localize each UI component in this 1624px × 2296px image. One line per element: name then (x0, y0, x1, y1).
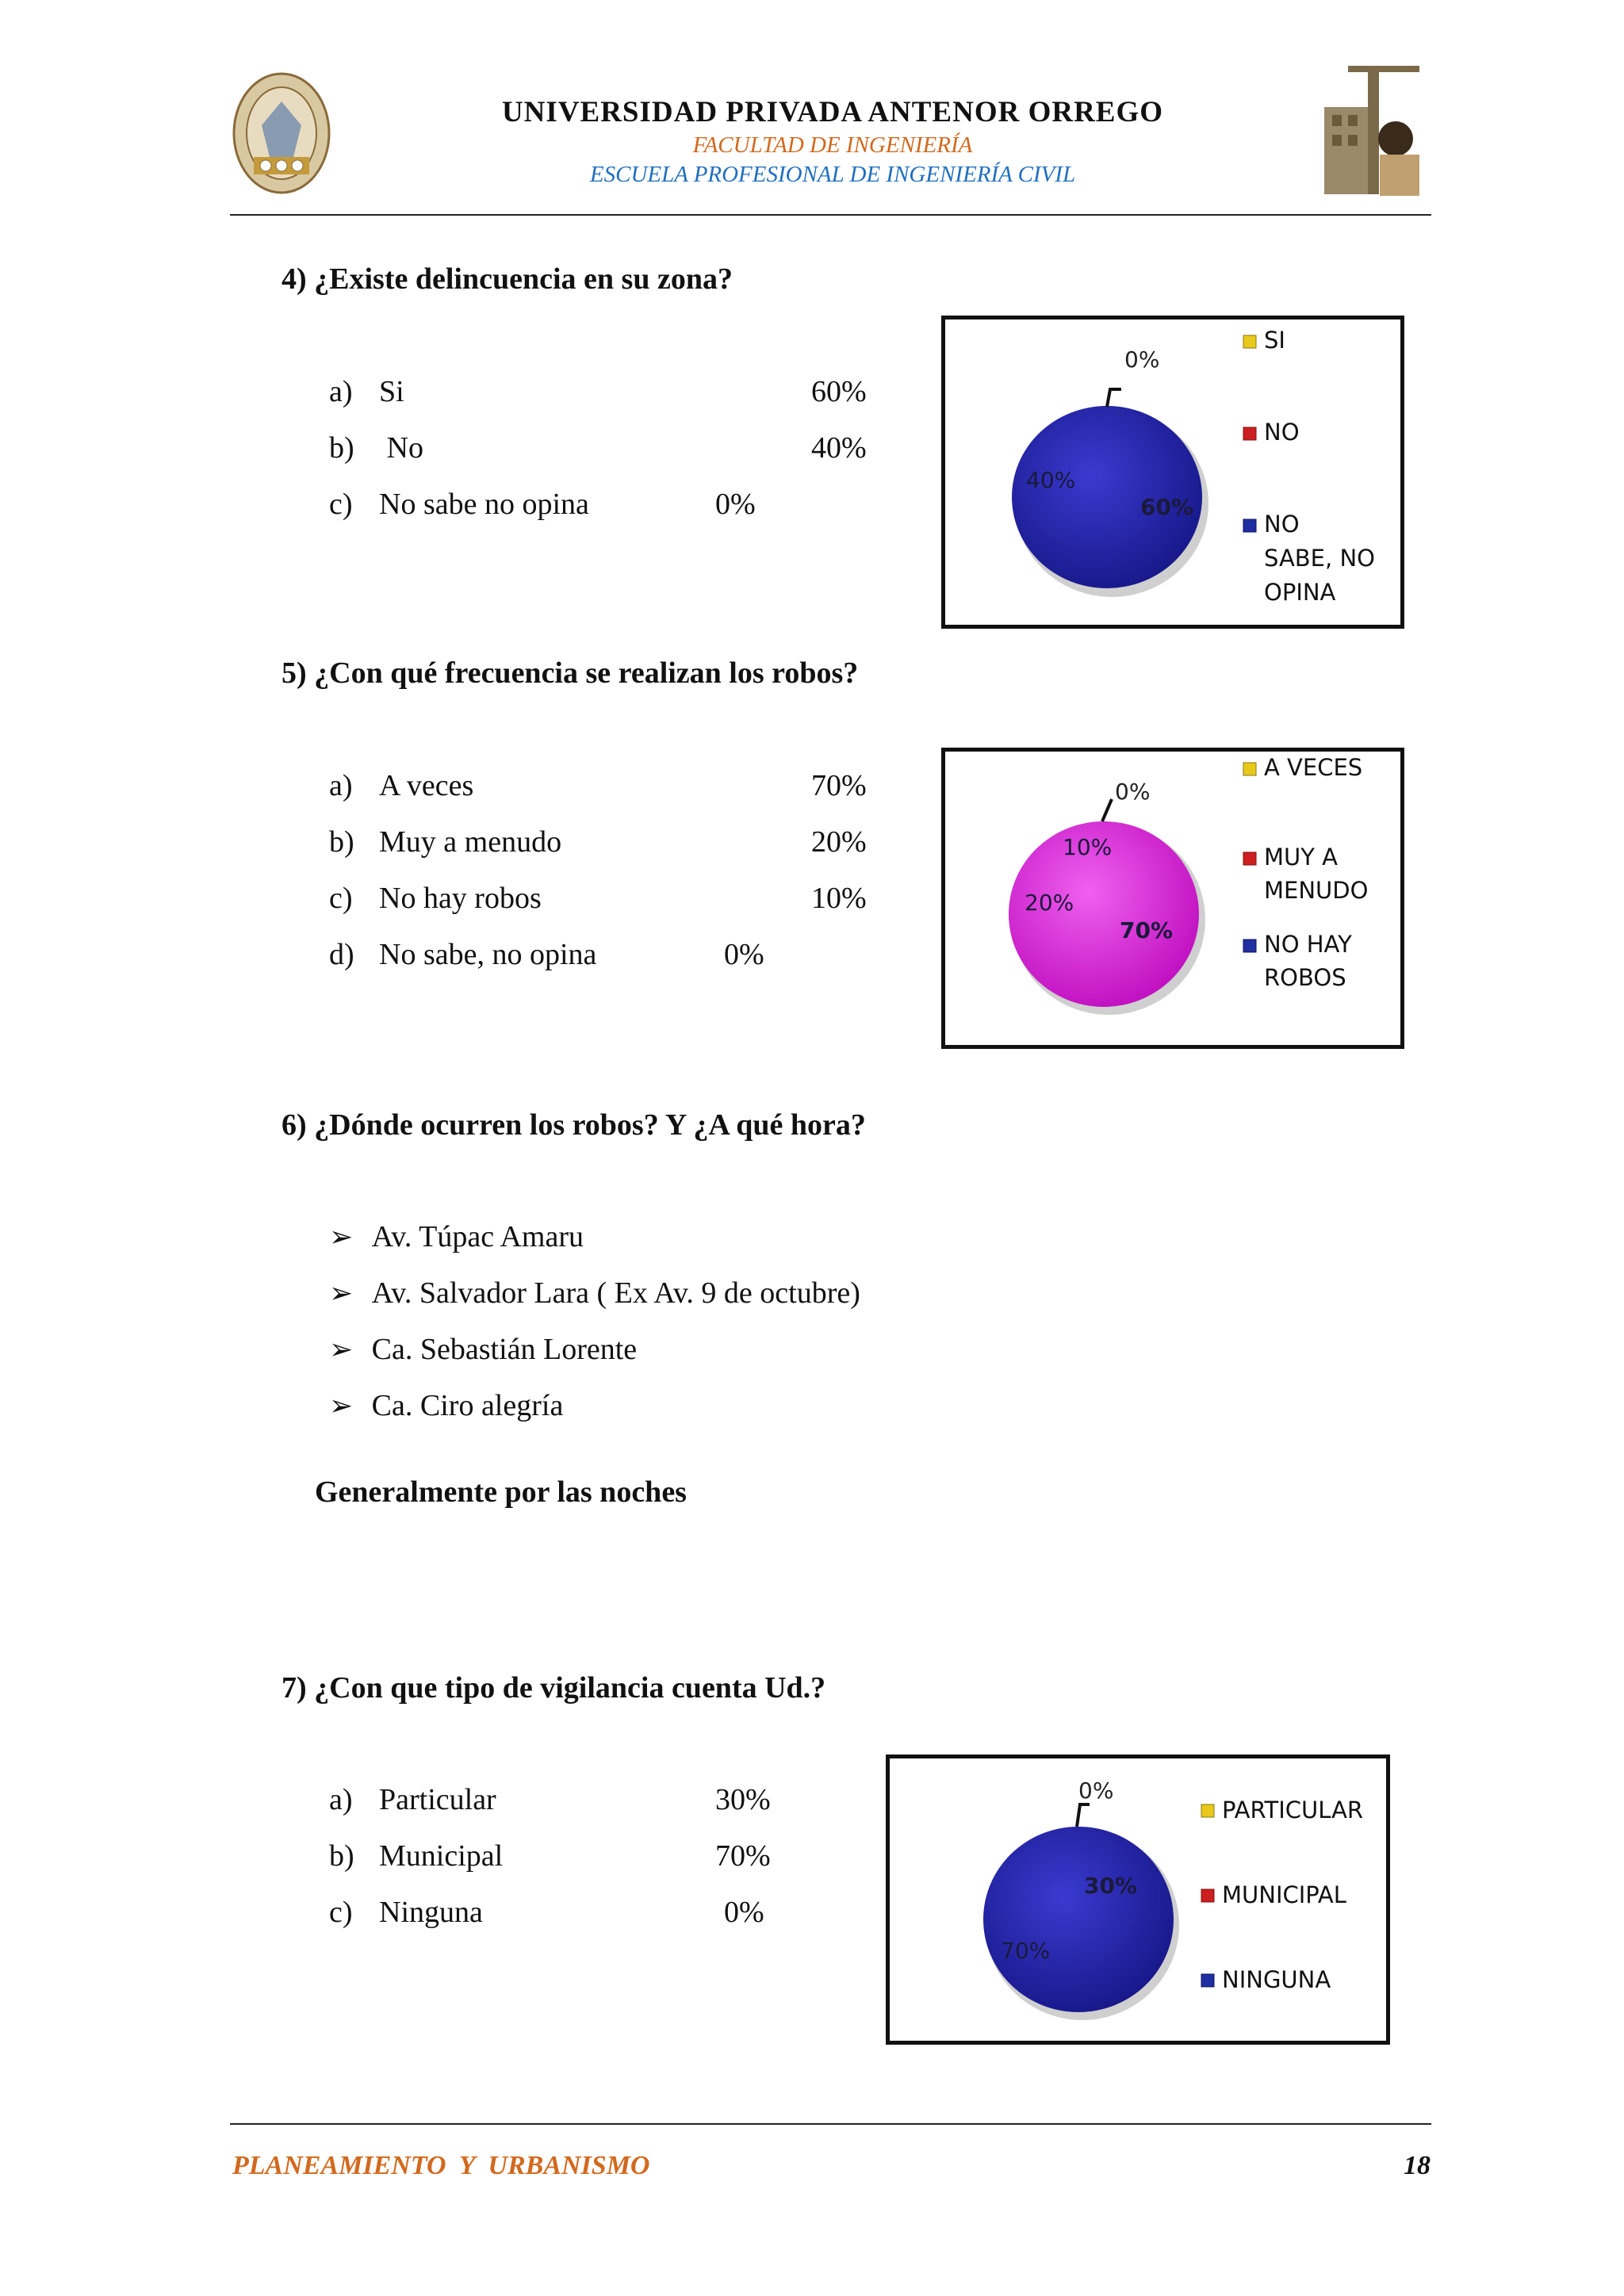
q5-option-a-value: 70% (811, 769, 867, 802)
university-name: UNIVERSIDAD PRIVADA ANTENOR ORREGO (501, 96, 1164, 128)
chart-q7-svg (890, 1758, 1394, 2049)
legend-q7-particular: PARTICULAR (1222, 1797, 1364, 1823)
q5-option-c-letter: c) (329, 882, 353, 915)
chart-q4-label-60pct: 60% (1140, 494, 1194, 520)
q6-place-4: ➢ Ca. Ciro alegría (329, 1389, 564, 1422)
q4-option-b-text: No (379, 431, 423, 465)
chart-q5 (941, 748, 1404, 1049)
chart-q7-label-70pct: 70% (1001, 1938, 1051, 1964)
q4-option-c-value: 0% (715, 488, 756, 521)
page-number: 18 (1404, 2151, 1431, 2180)
q6-place-1: ➢ Av. Túpac Amaru (329, 1220, 584, 1253)
arrow-bullet-icon: ➢ (329, 1221, 354, 1253)
chart-q4-svg (945, 320, 1408, 633)
legend-q5-swatch-nohayrobos (1243, 939, 1256, 952)
q6-note: Generalmente por las noches (315, 1475, 687, 1509)
q4-option-c-text: No sabe no opina (379, 488, 589, 521)
chart-q7-label-30pct: 30% (1084, 1873, 1138, 1899)
chart-q4-label-40pct: 40% (1026, 467, 1076, 493)
chart-q5-label-20pct: 20% (1025, 890, 1074, 916)
legend-q5-muyamenudo-line1: MUY A (1264, 844, 1339, 871)
q5-option-d-letter: d) (329, 938, 354, 971)
legend-q7-swatch-municipal (1201, 1889, 1214, 1902)
q4-option-a-text: Si (379, 375, 404, 408)
q7-option-b-text: Municipal (379, 1839, 504, 1873)
legend-q5-nohayrobos-line2: ROBOS (1264, 964, 1346, 991)
legend-q4-swatch-no (1243, 427, 1256, 440)
q7-option-a-letter: a) (329, 1783, 353, 1816)
chart-q7-label-0pct: 0% (1078, 1777, 1114, 1804)
legend-q4-swatch-si (1243, 335, 1256, 348)
legend-q5-swatch-aveces (1243, 763, 1256, 775)
q7-option-c-value: 0% (724, 1896, 764, 1929)
q5-option-a-letter: a) (329, 769, 353, 802)
q5-option-a-text: A veces (379, 769, 474, 802)
chart-q5-label-70pct: 70% (1120, 917, 1174, 943)
legend-q7-municipal: MUNICIPAL (1222, 1881, 1346, 1908)
school-name: ESCUELA PROFESIONAL DE INGENIERÍA CIVIL (589, 162, 1076, 187)
chart-q4-leader (1107, 389, 1121, 407)
arrow-bullet-icon: ➢ (329, 1334, 354, 1365)
chart-q7 (886, 1755, 1390, 2045)
chart-q7-pie (983, 1827, 1174, 2012)
chart-q4-label-0pct: 0% (1124, 346, 1160, 373)
chart-q5-label-0pct: 0% (1115, 779, 1151, 805)
q5-option-b-letter: b) (329, 825, 354, 859)
q6-place-3: ➢ Ca. Sebastián Lorente (329, 1333, 638, 1366)
legend-q4-swatch-nsno (1243, 519, 1256, 532)
q7-option-b-value: 70% (715, 1839, 771, 1873)
chart-q4 (941, 316, 1404, 629)
q5-option-c-text: No hay robos (379, 882, 542, 915)
question-5: 5) ¿Con qué frecuencia se realizan los robos? (282, 656, 859, 690)
legend-q7-swatch-particular (1201, 1804, 1214, 1817)
q6-place-2: ➢ Av. Salvador Lara ( Ex Av. 9 de octubre) (329, 1276, 860, 1310)
chart-q5-leader (1102, 799, 1112, 821)
q5-option-d-value: 0% (724, 938, 764, 971)
q5-option-b-value: 20% (811, 825, 867, 859)
q5-option-b-text: Muy a menudo (379, 825, 562, 859)
chart-q7-leader (1077, 1804, 1090, 1827)
question-7: 7) ¿Con que tipo de vigilancia cuenta Ud.? (282, 1671, 826, 1705)
q4-option-b-value: 40% (811, 431, 867, 465)
q7-option-c-text: Ninguna (379, 1896, 483, 1929)
legend-q5-aveces: A VECES (1264, 754, 1363, 781)
arrow-bullet-icon: ➢ (329, 1390, 354, 1422)
q4-option-a-value: 60% (811, 375, 867, 408)
legend-q5-nohayrobos-line1: NO HAY (1264, 931, 1352, 958)
q5-option-c-value: 10% (811, 882, 867, 915)
chart-q5-label-10pct: 10% (1063, 834, 1113, 860)
legend-q4-nsno-line3: OPINA (1264, 579, 1336, 606)
q4-option-b-letter: b) (329, 431, 354, 465)
q7-option-a-text: Particular (379, 1783, 496, 1816)
q5-option-d-text: No sabe, no opina (379, 938, 597, 971)
legend-q4-si: SI (1264, 327, 1285, 354)
legend-q5-muyamenudo-line2: MENUDO (1264, 877, 1369, 904)
faculty-name: FACULTAD DE INGENIERÍA (692, 132, 973, 158)
legend-q7-swatch-ninguna (1201, 1974, 1214, 1987)
q4-option-c-letter: c) (329, 488, 353, 521)
chart-q5-svg (945, 752, 1408, 1053)
legend-q4-nsno-line1: NO (1264, 511, 1300, 538)
legend-q4-nsno-line2: SABE, NO (1264, 545, 1375, 572)
q7-option-a-value: 30% (715, 1783, 771, 1816)
q4-option-a-letter: a) (329, 375, 353, 408)
question-6: 6) ¿Dónde ocurren los robos? Y ¿A qué hora? (282, 1108, 866, 1142)
q7-option-c-letter: c) (329, 1896, 353, 1929)
engineering-image (1316, 59, 1435, 198)
footer-rule (230, 2123, 1431, 2125)
footer-course: PLANEAMIENTO Y URBANISMO (232, 2151, 650, 2180)
question-4: 4) ¿Existe delincuencia en su zona? (282, 262, 733, 296)
arrow-bullet-icon: ➢ (329, 1277, 354, 1309)
legend-q7-ninguna: NINGUNA (1222, 1966, 1331, 1993)
legend-q4-no: NO (1264, 419, 1300, 446)
q7-option-b-letter: b) (329, 1839, 354, 1873)
legend-q5-swatch-muyamenudo (1243, 852, 1256, 865)
header-rule (230, 214, 1431, 216)
